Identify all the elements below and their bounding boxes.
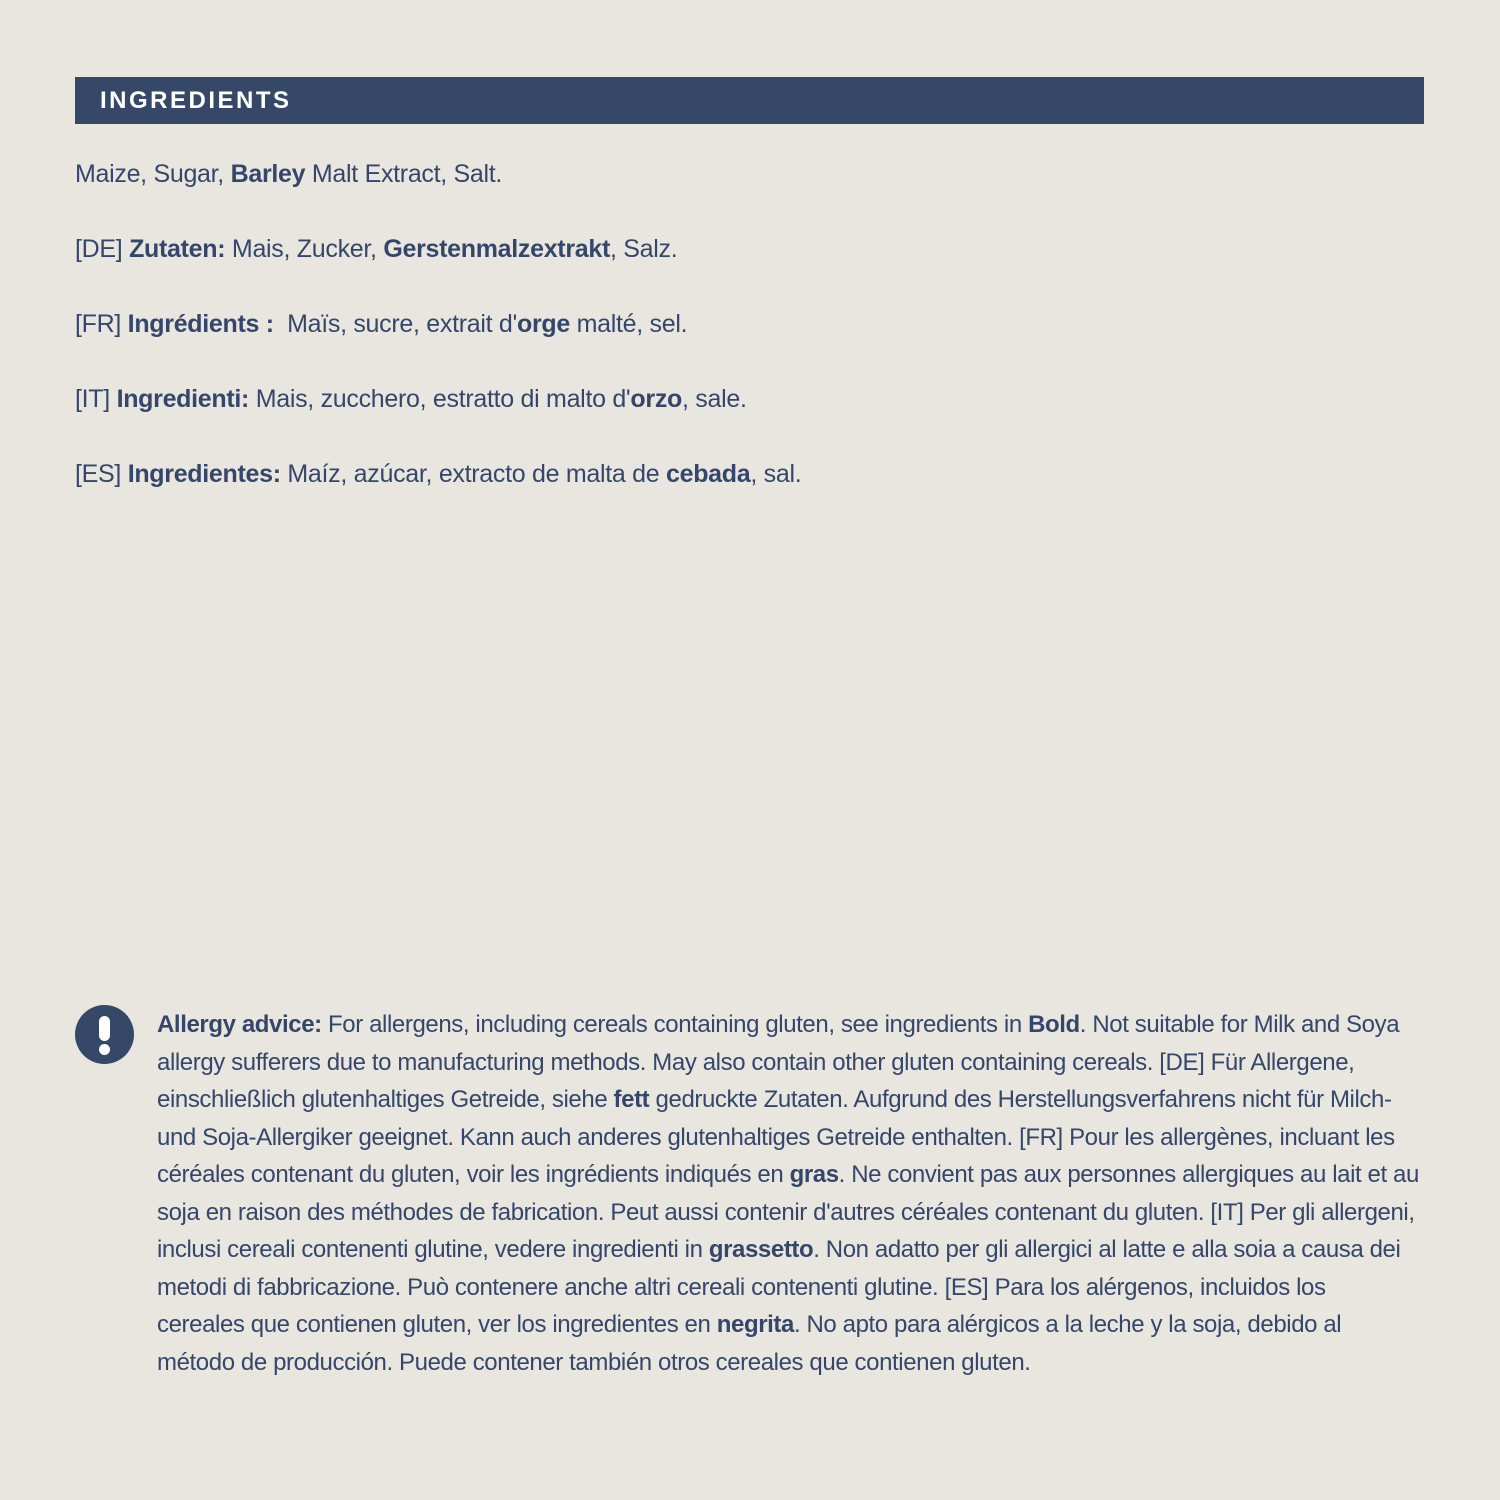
ingredients-line-it [75,382,1424,417]
ingredients-text: , sal. [750,460,802,488]
allergy-text-segment: . No apto para alérgicos a la leche y la soja, debido al método de producción. Puede contener también otros cereales que contienen gluten. [157,1311,1342,1376]
ingredients-text: , Salz. [609,235,678,263]
allergy-bold-word: Bold [1028,1011,1080,1038]
allergy-advice [75,1005,1420,1425]
allergy-bold-word: grassetto [708,1236,814,1263]
ingredients-title: INGREDIENTS [100,87,292,114]
ingredients-list [75,157,1424,532]
ingredients-text: , sale. [682,385,747,413]
allergy-text-segment: gedruckte Zutaten. Aufgrund des Herstellungsverfahrens nicht für Milch- und Soja-Allergiker geeignet. Kann auch anderes glutenhaltiges Getreide enthalten. [FR] Pour les allergènes, incluant les céréales contenant du gluten, voir les ingrédients indiqués en [157,1086,1395,1188]
ingredients-line-de [75,232,1424,267]
ingredients-line-fr [75,307,1424,342]
allergen-bold: Barley [230,160,306,188]
ingredients-text: Mais, Zucker, [225,235,384,263]
allergy-bold-word: negrita [716,1311,794,1338]
language-tag: [ES] [75,460,128,488]
ingredients-label: Ingredienti: [116,385,250,413]
ingredients-text: Maíz, azúcar, extracto de malta de [280,460,666,488]
allergy-text-segment: For allergens, including cereals containing gluten, see ingredients in [321,1011,1029,1038]
allergy-bold-word: fett [613,1086,650,1113]
allergy-text-segment: . Non adatto per gli allergici al latte e alla soia a causa dei metodi di fabbricazione. Può contenere anche altri cereali contenenti glutine. [ES] Para los alérgenos, incluidos los cereales que contienen gluten, ver los ingredientes en [157,1236,1401,1338]
ingredients-label: Ingredientes: [127,460,281,488]
ingredients-text: Maïs, sucre, extrait d' [273,310,517,338]
allergy-text-segment: . Ne convient pas aux personnes allergiques au lait et au soja en raison des méthodes de fabrication. Peut aussi contenir d'autres céréales contenant du gluten. [IT] Per gli allergeni, inclusi cereali contenenti glutine, vedere ingredienti in [157,1161,1419,1263]
exclamation-circle-icon [75,1005,134,1064]
ingredients-header-bar [75,77,1424,124]
allergen-bold: orge [516,310,570,338]
language-tag: [DE] [75,235,130,263]
language-tag: [IT] [75,385,117,413]
ingredients-line-en [75,157,1424,192]
ingredients-label: Ingrédients : [127,310,274,338]
allergy-text-segment: . Not suitable for Milk and Soya allergy sufferers due to manufacturing methods. May also contain other gluten containing cereals. [DE] Für Allergene, einschließlich glutenhaltiges Getreide, siehe [157,1011,1400,1113]
allergy-label: Allergy advice: [157,1011,322,1038]
allergy-bold-word: gras [789,1161,839,1188]
ingredients-line-es [75,457,1424,492]
ingredients-label: Zutaten: [129,235,226,263]
allergen-bold: Gerstenmalzextrakt [383,235,610,263]
allergy-advice-text [157,1006,1419,1381]
ingredients-text: malté, sel. [569,310,688,338]
language-tag: [FR] [75,310,128,338]
allergen-bold: orzo [630,385,682,413]
allergen-bold: cebada [666,460,751,488]
ingredients-text: Maize, Sugar, [75,160,231,188]
ingredients-text: Malt Extract, Salt. [305,160,503,188]
ingredients-text: Mais, zucchero, estratto di malto d' [249,385,631,413]
